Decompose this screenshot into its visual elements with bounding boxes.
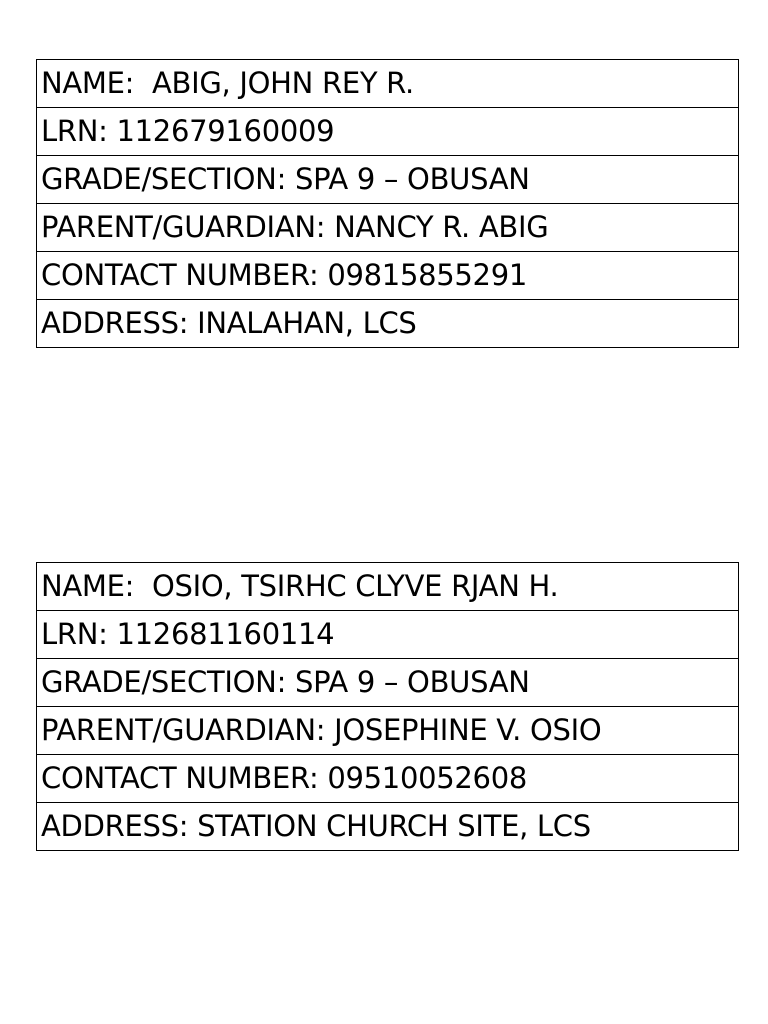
grade-section-cell: GRADE/SECTION: SPA 9 – OBUSAN: [37, 659, 739, 707]
address-cell: ADDRESS: INALAHAN, LCS: [37, 300, 739, 348]
student-info-card: [36, 59, 739, 348]
contact-number-row: [37, 755, 739, 803]
parent-guardian-row: [37, 707, 739, 755]
contact-number-cell: CONTACT NUMBER: 09815855291: [37, 252, 739, 300]
student-info-card: [36, 562, 739, 851]
contact-number-row: [37, 252, 739, 300]
address-row: [37, 803, 739, 851]
lrn-row: [37, 611, 739, 659]
parent-guardian-row: [37, 204, 739, 252]
parent-guardian-cell: PARENT/GUARDIAN: NANCY R. ABIG: [37, 204, 739, 252]
address-cell: ADDRESS: STATION CHURCH SITE, LCS: [37, 803, 739, 851]
grade-section-row: [37, 156, 739, 204]
contact-number-cell: CONTACT NUMBER: 09510052608: [37, 755, 739, 803]
lrn-cell: LRN: 112679160009: [37, 108, 739, 156]
lrn-row: [37, 108, 739, 156]
lrn-cell: LRN: 112681160114: [37, 611, 739, 659]
parent-guardian-cell: PARENT/GUARDIAN: JOSEPHINE V. OSIO: [37, 707, 739, 755]
name-cell: NAME: OSIO, TSIRHC CLYVE RJAN H.: [37, 563, 739, 611]
grade-section-row: [37, 659, 739, 707]
grade-section-cell: GRADE/SECTION: SPA 9 – OBUSAN: [37, 156, 739, 204]
name-row: [37, 60, 739, 108]
address-row: [37, 300, 739, 348]
name-cell: NAME: ABIG, JOHN REY R.: [37, 60, 739, 108]
name-row: [37, 563, 739, 611]
